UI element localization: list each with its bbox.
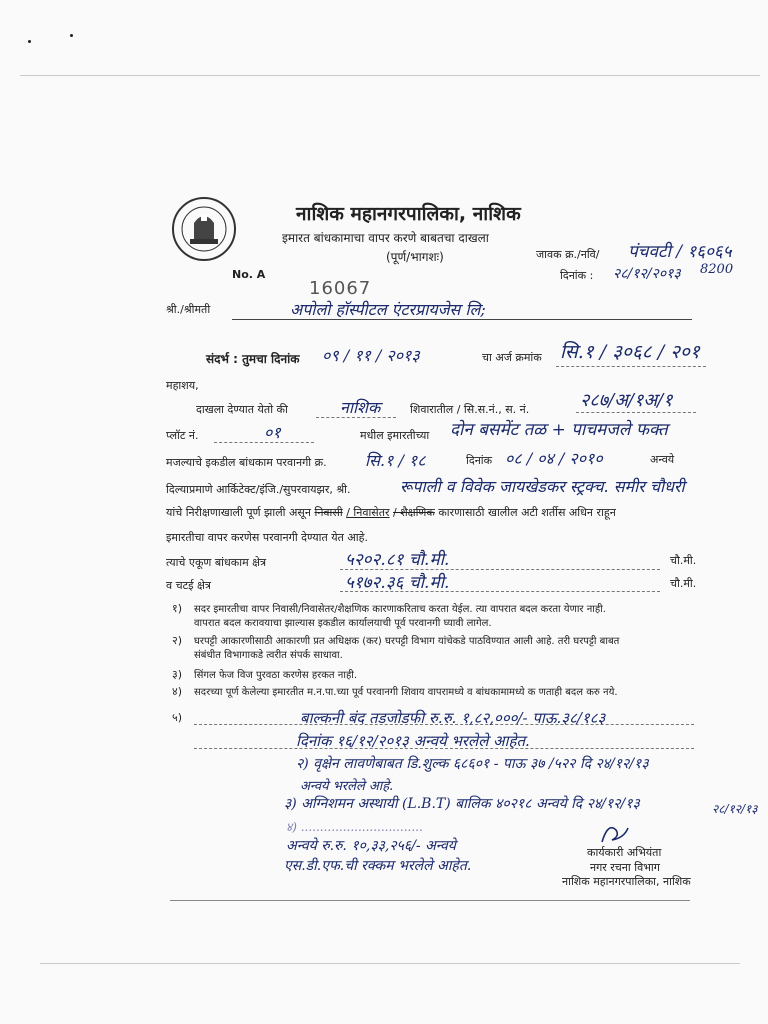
shivar-line: [576, 412, 696, 413]
condition-1-text: सदर इमारतीचा वापर निवासी/निवासेतर/शैक्षणिक कारणाकरिताच करता येईल. त्या वापरात बदल करता येणार नाही.: [194, 604, 606, 615]
top-rule: [20, 75, 760, 76]
cond5-line8: एस.डी.एफ.ची रक्कम भरलेले आहेत.: [284, 858, 472, 874]
dinank-label: दिनांक :: [560, 269, 594, 282]
condition-5-num: ५): [172, 711, 183, 724]
condition-1-text2: वापरात बदल करावयाचा झाल्यास इकडील कार्यालयाची पूर्व परवानगी घ्यावी लागेल.: [194, 618, 492, 629]
jawak-extra: 8200: [700, 262, 734, 277]
mahashay: महाशय,: [166, 379, 199, 392]
condition-2-text: घरपट्टी आकारणीसाठी आकारणी प्रत अधिक्षक (कर) घरपट्टी विभाग यांचेकडे पाठविण्यात आली आहे. तरी घरपट्टी बाबत: [194, 636, 620, 647]
dakhla-line: [316, 417, 396, 418]
nirikshan-line: [166, 505, 616, 520]
dinank2-value: ०८ / ०४ / २०१०: [505, 449, 603, 468]
bottom-rule-2: [40, 963, 740, 964]
condition-4-text: सदरच्या पूर्ण केलेल्या इमारतीत म.न.पा.च्या पूर्व परवानगी शिवाय वापरामध्ये व बांधकामामध्ये क णताही बदल करु नये.: [194, 687, 618, 698]
majlyache-value: सि.१ / १८: [365, 451, 426, 470]
cond5-line1: बाल्कनी बंद तडजोडफी रु.रु. १,८२,०००/- पाऊ.३८/१८३: [300, 709, 606, 727]
arj-line: [556, 366, 706, 367]
condition-1-num: १): [172, 602, 183, 615]
dinank-value: २८/१२/२०१३: [613, 266, 681, 282]
arj-label: चा अर्ज क्रमांक: [482, 351, 542, 364]
ekun-label: त्याचे एकूण बांधकाम क्षेत्र: [166, 556, 267, 569]
doc-subtitle: इमारत बांधकामाचा वापर करणे बाबतचा दाखला: [282, 231, 489, 245]
serial-label: No. A: [232, 268, 266, 281]
cond5-line5: ३) अग्निशमन अस्थायी (L.B.T) बालिक ४०२१८ अन्वये दि २४/१२/१३: [284, 796, 640, 812]
shivar-label: शिवारातील / सि.स.नं., स. नं.: [410, 403, 530, 416]
cond5-line7: अन्वये रु.रु. १०,३३,२५६/- अन्वये: [286, 838, 456, 854]
dinank2-label: दिनांक: [466, 454, 493, 467]
condition-2-text2: संबंधीत विभागाकडे त्वरीत संपर्क साधावा.: [194, 650, 343, 661]
signature-line2: नगर रचना विभाग: [590, 861, 660, 874]
doc-kind: (पूर्ण/भागशः): [386, 250, 444, 264]
sandarbh-date: ०९ / ११ / २०१३: [322, 346, 420, 365]
nirikshan-b: निवासी: [314, 506, 343, 519]
chatai-unit: चौ.मी.: [670, 577, 697, 590]
nirikshan-a: यांचे निरीक्षणाखाली पूर्ण झाली असून: [166, 506, 311, 519]
jawak-value: पंचवटी / १६०६५: [628, 242, 732, 262]
majlyache-label: मजल्याचे इकडील बांधकाम परवानगी क्र.: [166, 456, 327, 469]
jawak-label: जावक क्र./नवि/: [536, 248, 600, 261]
cond5-line3: २) वृक्षेन लावणेबाबत डि.शुल्क ६८६०१ - पाऊ ३७ /५२२ दि २४/१२/१३: [296, 756, 649, 772]
architect-label: दिल्याप्रमाणे आर्किटेक्ट/इंजि./सुपरवायझर, श्री.: [166, 483, 351, 496]
cond5-line4: अन्वये भरलेले आहे.: [300, 779, 394, 794]
condition-3-num: ३): [172, 668, 183, 681]
condition-3-text: सिंगल फेज विज पुरवठा करणेस हरकत नाही.: [194, 670, 358, 681]
cond5-line5b: २८/१२/१३: [712, 802, 758, 816]
cond5-line2: दिनांक १६/१२/२०१३ अन्वये भरलेले आहेत.: [296, 732, 530, 750]
shri-label: श्री./श्रीमती: [166, 303, 211, 316]
chatai-value: ५१७२.३६ चौ.मी.: [345, 573, 450, 593]
condition-4-num: ४): [172, 685, 183, 698]
madhil-value: दोन बसमेंट तळ + पाचमजले फक्त: [450, 420, 668, 440]
madhil-label: मधील इमारतीच्या: [360, 429, 430, 442]
cond5-line6: ४) ................................: [286, 820, 423, 834]
plot-line: [214, 442, 314, 443]
ekun-value: ५२०२.८१ चौ.मी.: [345, 550, 450, 570]
doc-title: नाशिक महानगरपालिका, नाशिक: [296, 203, 521, 225]
signature-icon: [594, 818, 634, 848]
condition-2-num: २): [172, 634, 183, 647]
plot-value: ०१: [264, 423, 281, 442]
dakhla-value: नाशिक: [340, 398, 381, 417]
vapar-line: इमारतीचा वापर करणेस परवानगी देण्यात येत आहे.: [166, 531, 368, 544]
shri-value: अपोलो हॉस्पीटल एंटरप्रायजेस लि;: [290, 300, 486, 319]
dakhla-label: दाखला देण्यात येतो की: [196, 403, 288, 416]
chatai-label: व चटई क्षेत्र: [166, 579, 211, 592]
signature-line1: कार्यकारी अभियंता: [587, 846, 662, 859]
municipal-seal-icon: [170, 195, 238, 263]
architect-value: रूपाली व विवेक जायखेडकर स्ट्रक्च. समीर चौधरी: [400, 477, 685, 496]
shri-line: [232, 319, 692, 320]
scan-dot: [28, 40, 31, 43]
plot-label: प्लॉट नं.: [166, 429, 199, 442]
chatai-line: [340, 591, 660, 592]
nirikshan-e: कारणासाठी खालील अटी शर्तीस अधिन राहून: [438, 506, 616, 519]
sandarbh-label: संदर्भ : तुमचा दिनांक: [206, 352, 300, 366]
nirikshan-c: / निवासेतर: [346, 506, 390, 519]
arj-value: सि.१ / ३०६८ / २०१: [560, 341, 700, 363]
signature-line3: नाशिक महानगरपालिका, नाशिक: [562, 875, 691, 888]
nirikshan-d: / शैक्षणिक: [393, 506, 435, 519]
anvaye-label: अन्वये: [650, 453, 675, 466]
scan-dot: [70, 34, 73, 37]
cond5-line-b: [194, 748, 694, 749]
serial-number: 16067: [309, 278, 372, 299]
bottom-rule: [170, 900, 690, 901]
ekun-unit: चौ.मी.: [670, 554, 697, 567]
shivar-value: २८७/अ/१अ/१: [580, 390, 673, 411]
